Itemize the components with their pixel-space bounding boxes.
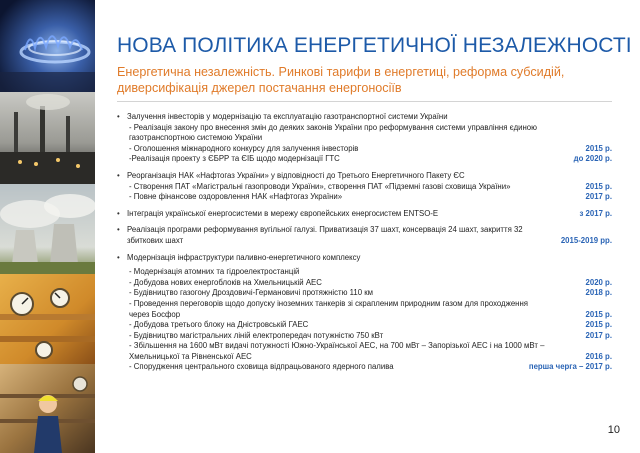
item-year: 2016 р. — [585, 351, 612, 361]
item-text: -Реалізація проекту з ЄБРР та ЄІБ щодо модернізації ГТС — [129, 154, 340, 164]
list-item — [117, 154, 612, 165]
item-text: - Модернізація атомних та гідроелектростанцій — [129, 267, 300, 277]
item-text: - Створення ПАТ «Магістральні газопроводи України», створення ПАТ «Підземні газові сховища України» — [129, 181, 511, 191]
item-year: 2017 р. — [585, 330, 612, 340]
section-naftogaz-reorganization — [117, 171, 612, 182]
metering-gauges-photo — [0, 274, 95, 364]
item-text: - Оголошення міжнародного конкурсу для залучення інвесторів — [129, 143, 359, 153]
list-item — [117, 267, 612, 278]
page-title: НОВА ПОЛІТИКА ЕНЕРГЕТИЧНОЇ НЕЗАЛЕЖНОСТІ — [117, 34, 632, 57]
section-heading: Інтеграція української енергосистеми в мережу європейських енергосистем ENTSO-E — [127, 208, 439, 218]
item-text: - Збільшення на 1600 мВт видачі потужності Южно-Української АЕС, на 700 мВт – Запорізької АЕС і на 1000 мВт – Хмельницької та Рівненської АЕС — [129, 341, 545, 361]
cooling-towers-photo — [0, 184, 95, 274]
item-year: з 2017 р. — [579, 208, 612, 218]
list-item — [117, 299, 612, 320]
list-item — [117, 362, 612, 373]
section-coal-reform — [117, 225, 612, 246]
item-text: - Добудова третього блоку на Дністровській ГАЕС — [129, 320, 309, 330]
list-item — [117, 320, 612, 331]
item-text: - Проведення переговорів щодо допуску іноземних танкерів зі скрапленим природним газом для проходження через Босфор — [129, 298, 528, 319]
item-year: 2015 р. — [585, 309, 612, 319]
item-text: - Будівництво магістральних ліній електропередач потужністю 750 кВт — [129, 330, 384, 340]
page-subtitle: Енергетична незалежність. Ринкові тарифи в енергетиці, реформа субсидій, диверсифікація джерел постачання енергоносіїв — [117, 65, 565, 95]
section-entso-e-integration — [117, 209, 612, 220]
reform-list — [117, 112, 612, 373]
industrial-plant-photo — [0, 92, 95, 184]
gas-flame-photo — [0, 0, 95, 92]
item-text: - Повне фінансове оздоровлення НАК «Нафтогаз України» — [129, 192, 343, 202]
item-text: - Спорудження центрального сховища відпрацьованого ядерного палива — [129, 362, 394, 372]
list-item — [117, 341, 612, 362]
section-infrastructure-modernization — [117, 253, 612, 264]
section-gas-transport-investors — [117, 112, 612, 123]
item-year: 2015 р. — [585, 320, 612, 330]
item-year: 2020 р. — [585, 277, 612, 287]
section-heading: Реалізація програми реформування вугільної галузі. Приватизація 37 шахт, консервація 24 шахт, закриття 32 збиткових шахт — [127, 225, 523, 245]
item-year: перша черга – 2017 р. — [528, 362, 612, 372]
section-heading: Модернізація інфраструктури паливно-енергетичного комплексу — [127, 252, 361, 262]
list-item — [117, 288, 612, 299]
item-year: 2015-2019 рр. — [560, 235, 612, 245]
photo-strip — [0, 0, 95, 453]
page-number: 10 — [607, 424, 620, 436]
divider — [117, 101, 612, 102]
item-text: - Реалізація закону про внесення змін до деяких законів України про реформування системи управління єдиною газотранспортною системою України — [129, 122, 537, 143]
item-text: - Добудова нових енергоблоків на Хмельницькій АЕС — [129, 277, 322, 287]
list-item — [117, 331, 612, 342]
section-heading: Залучення інвесторів у модернізацію та експлуатацію газотранспортної системи України — [127, 112, 448, 121]
item-year: 2017 р. — [585, 192, 612, 202]
list-item — [117, 144, 612, 155]
list-item — [117, 182, 612, 193]
item-year: 2018 р. — [585, 288, 612, 298]
list-item — [117, 278, 612, 289]
item-year: до 2020 р. — [573, 154, 612, 164]
item-year: 2015 р. — [585, 181, 612, 191]
list-item — [117, 192, 612, 203]
worker-photo — [0, 364, 95, 453]
section-heading: Реорганізація НАК «Нафтогаз України» у відповідності до Третього Енергетичного Пакету ЄС — [127, 170, 465, 180]
item-text: - Будівництво газогону Дроздовичі-Германовичі протяжністю 110 км — [129, 288, 373, 298]
list-item — [117, 123, 612, 144]
item-year: 2015 р. — [585, 143, 612, 153]
